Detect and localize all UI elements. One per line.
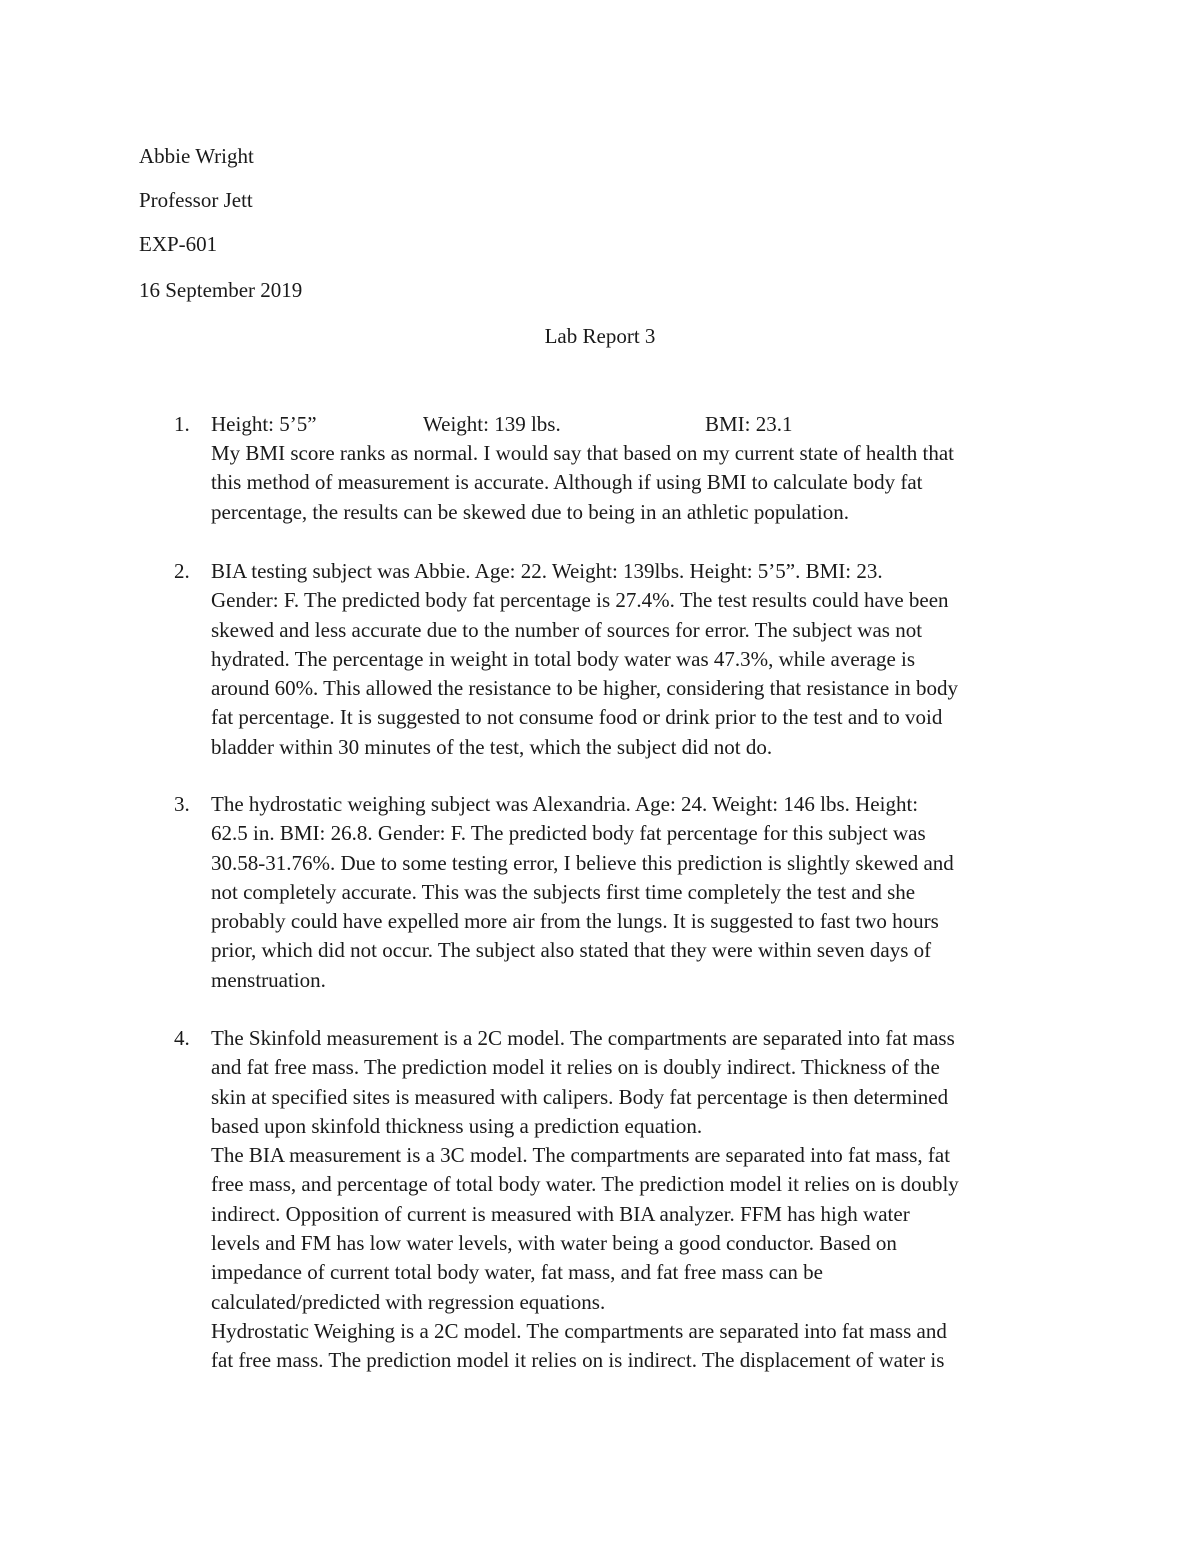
text-line: My BMI score ranks as normal. I would say that based on my current state of health that <box>211 441 954 465</box>
text-line: fat percentage. It is suggested to not consume food or drink prior to the test and to void <box>211 705 943 730</box>
text-line: The hydrostatic weighing subject was Alexandria. Age: 24. Weight: 146 lbs. Height: <box>211 792 919 816</box>
text-line: and fat free mass. The prediction model it relies on is doubly indirect. Thickness of the <box>211 1055 940 1080</box>
item-1-height: Height: 5’5” <box>211 412 317 436</box>
text-line: Hydrostatic Weighing is a 2C model. The compartments are separated into fat mass and <box>211 1318 947 1343</box>
item-3-text <box>211 790 1071 995</box>
text-line: levels and FM has low water levels, with water being a good conductor. Based on <box>211 1231 897 1256</box>
text-line: skin at specified sites is measured with calipers. Body fat percentage is then determined <box>211 1084 949 1109</box>
text-line: The BIA measurement is a 3C model. The compartments are separated into fat mass, fat <box>211 1143 951 1168</box>
student-name: Abbie Wright <box>139 144 254 168</box>
text-line: not completely accurate. This was the subjects first time completely the test and she <box>211 879 916 904</box>
item-1-weight: Weight: 139 lbs. <box>423 412 561 436</box>
text-line: menstruation. <box>211 967 326 992</box>
text-line: calculated/predicted with regression equations. <box>211 1289 606 1314</box>
text-line: hydrated. The percentage in weight in total body water was 47.3%, while average is <box>211 646 916 671</box>
item-1-bmi: BMI: 23.1 <box>705 412 793 436</box>
item-2-text <box>211 557 1071 762</box>
text-line: indirect. Opposition of current is measured with BIA analyzer. FFM has high water <box>211 1201 910 1226</box>
text-line: skewed and less accurate due to the number of sources for error. The subject was not <box>211 617 923 642</box>
text-line: free mass, and percentage of total body water. The prediction model it relies on is doubly <box>211 1172 959 1197</box>
item-4-text <box>211 1024 1071 1376</box>
text-line: bladder within 30 minutes of the test, which the subject did not do. <box>211 734 773 759</box>
text-line: 62.5 in. BMI: 26.8. Gender: F. The predicted body fat percentage for this subject was <box>211 821 926 846</box>
item-number-3: 3. <box>174 792 190 816</box>
professor-name: Professor Jett <box>139 188 253 212</box>
text-line: BIA testing subject was Abbie. Age: 22. Weight: 139lbs. Height: 5’5”. BMI: 23. <box>211 559 883 583</box>
report-date: 16 September 2019 <box>139 278 303 302</box>
document-title: Lab Report 3 <box>544 324 656 348</box>
text-line: based upon skinfold thickness using a prediction equation. <box>211 1113 703 1138</box>
text-line: probably could have expelled more air from the lungs. It is suggested to fast two hours <box>211 909 939 934</box>
item-number-1: 1. <box>174 412 190 436</box>
text-line: fat free mass. The prediction model it relies on is indirect. The displacement of water is <box>211 1348 945 1373</box>
text-line: The Skinfold measurement is a 2C model. The compartments are separated into fat mass <box>211 1026 955 1050</box>
text-line: impedance of current total body water, fat mass, and fat free mass can be <box>211 1260 823 1285</box>
text-line: around 60%. This allowed the resistance to be higher, considering that resistance in body <box>211 676 958 701</box>
text-line: percentage, the results can be skewed due to being in an athletic population. <box>211 499 849 524</box>
item-number-2: 2. <box>174 559 190 583</box>
item-1-text <box>211 439 1071 527</box>
text-line: Gender: F. The predicted body fat percentage is 27.4%. The test results could have been <box>211 588 949 613</box>
course-code: EXP-601 <box>139 232 218 256</box>
item-number-4: 4. <box>174 1026 190 1050</box>
text-line: this method of measurement is accurate. Although if using BMI to calculate body fat <box>211 470 923 495</box>
text-line: prior, which did not occur. The subject also stated that they were within seven days of <box>211 938 932 963</box>
text-line: 30.58-31.76%. Due to some testing error, I believe this prediction is slightly skewed and <box>211 850 954 875</box>
